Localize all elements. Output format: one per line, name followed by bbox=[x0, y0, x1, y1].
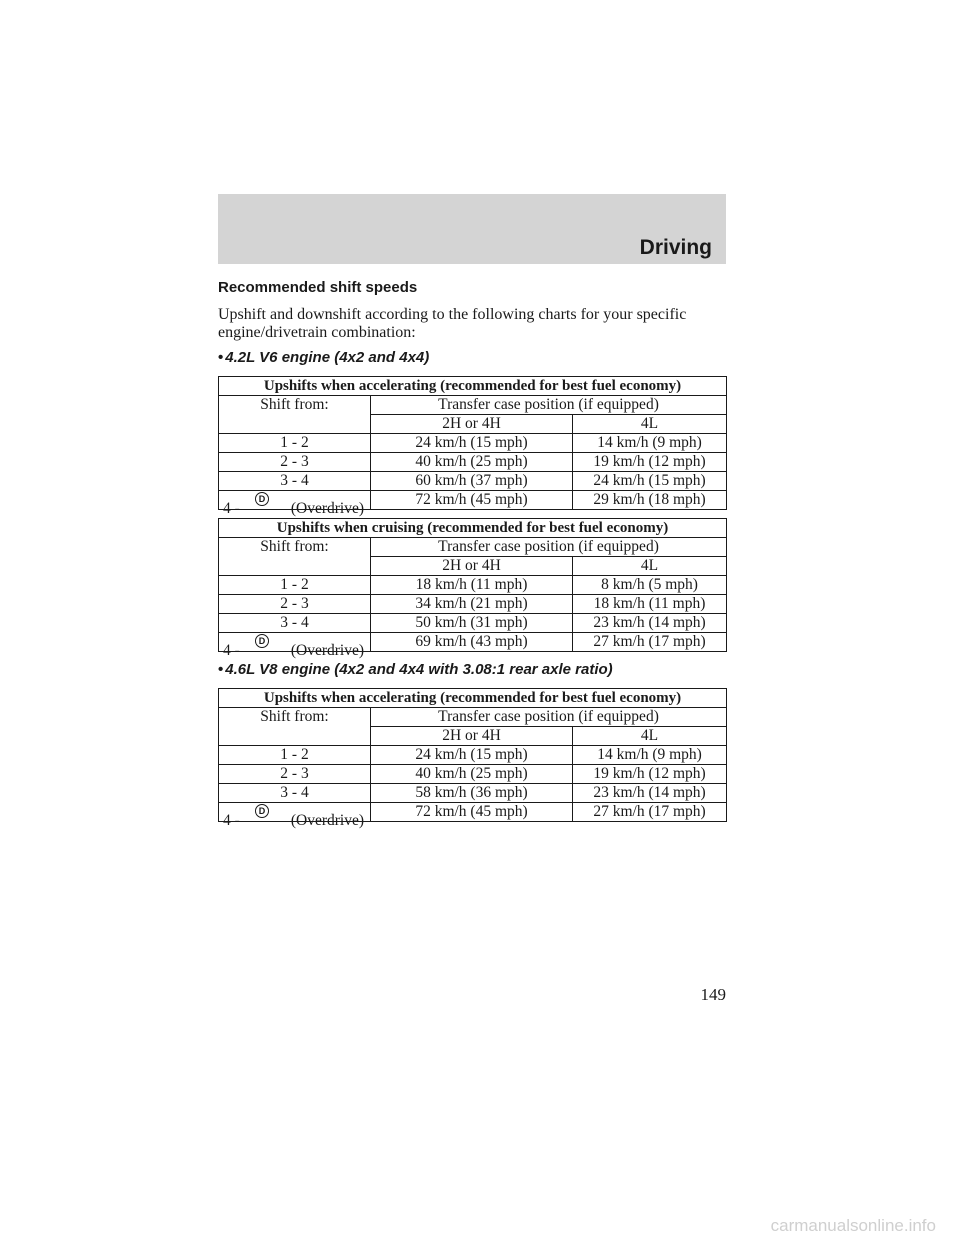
column-2h-4h-header: 2H or 4H bbox=[371, 727, 573, 746]
shift-cell: 3 - 4 bbox=[219, 614, 371, 633]
speed-2h-4h-cell: 24 km/h (15 mph) bbox=[371, 746, 573, 765]
speed-4l-cell: 14 km/h (9 mph) bbox=[573, 434, 727, 453]
shift-from-header: Shift from: bbox=[219, 538, 371, 576]
shift-cell: 1 - 2 bbox=[219, 434, 371, 453]
table-caption: Upshifts when accelerating (recommended for best fuel economy) bbox=[219, 689, 727, 708]
shift-prefix: 4 - bbox=[223, 642, 240, 659]
table-row bbox=[219, 453, 727, 472]
table-row bbox=[219, 765, 727, 784]
table-caption-row bbox=[219, 689, 727, 708]
table-header-row bbox=[219, 538, 727, 557]
table-row bbox=[219, 576, 727, 595]
shift-cell: 2 - 3 bbox=[219, 765, 371, 784]
speed-4l-cell: 14 km/h (9 mph) bbox=[573, 746, 727, 765]
speed-4l-cell: 24 km/h (15 mph) bbox=[573, 472, 727, 491]
table-row bbox=[219, 784, 727, 803]
shift-suffix: (Overdrive) bbox=[290, 812, 364, 829]
speed-2h-4h-cell: 40 km/h (25 mph) bbox=[371, 765, 573, 784]
overdrive-d-icon: D bbox=[255, 634, 269, 648]
table-caption: Upshifts when cruising (recommended for best fuel economy) bbox=[219, 519, 727, 538]
shift-suffix: (Overdrive) bbox=[290, 642, 364, 659]
table-caption-row bbox=[219, 377, 727, 396]
speed-4l-cell: 19 km/h (12 mph) bbox=[573, 453, 727, 472]
transfer-case-header: Transfer case position (if equipped) bbox=[371, 396, 727, 415]
engine-bullet-text: 4.6L V8 engine (4x2 and 4x4 with 3.08:1 rear axle ratio) bbox=[225, 661, 613, 678]
column-4l-header: 4L bbox=[573, 727, 727, 746]
table-row bbox=[219, 434, 727, 453]
speed-4l-cell: 23 km/h (14 mph) bbox=[573, 784, 727, 803]
column-2h-4h-header: 2H or 4H bbox=[371, 415, 573, 434]
speed-2h-4h-cell: 40 km/h (25 mph) bbox=[371, 453, 573, 472]
table-row bbox=[219, 491, 727, 510]
bullet-mark: • bbox=[218, 349, 224, 366]
column-4l-header: 4L bbox=[573, 415, 727, 434]
page-heading: Recommended shift speeds bbox=[218, 279, 418, 296]
speed-2h-4h-cell: 18 km/h (11 mph) bbox=[371, 576, 573, 595]
overdrive-d-icon: D bbox=[255, 492, 269, 506]
shift-from-header: Shift from: bbox=[219, 396, 371, 434]
transfer-case-header: Transfer case position (if equipped) bbox=[371, 708, 727, 727]
speed-2h-4h-cell: 50 km/h (31 mph) bbox=[371, 614, 573, 633]
bullet-mark: • bbox=[218, 661, 224, 678]
shift-speed-table bbox=[218, 376, 727, 517]
table-caption-row bbox=[219, 519, 727, 538]
shift-speed-table bbox=[218, 518, 727, 659]
speed-4l-cell: 29 km/h (18 mph) bbox=[573, 491, 727, 510]
transfer-case-header: Transfer case position (if equipped) bbox=[371, 538, 727, 557]
shift-cell-overdrive bbox=[219, 491, 371, 517]
speed-2h-4h-cell: 72 km/h (45 mph) bbox=[371, 491, 573, 510]
speed-2h-4h-cell: 34 km/h (21 mph) bbox=[371, 595, 573, 614]
engine-bullet-text: 4.2L V6 engine (4x2 and 4x4) bbox=[225, 349, 430, 366]
overdrive-d-icon: D bbox=[255, 804, 269, 818]
engine-bullet bbox=[218, 660, 726, 680]
shift-suffix: (Overdrive) bbox=[290, 500, 364, 517]
speed-4l-cell: 27 km/h (17 mph) bbox=[573, 633, 727, 652]
engine-sections bbox=[218, 348, 726, 829]
speed-4l-cell: 18 km/h (11 mph) bbox=[573, 595, 727, 614]
shift-cell: 1 - 2 bbox=[219, 576, 371, 595]
table-row bbox=[219, 633, 727, 652]
table-row bbox=[219, 614, 727, 633]
section-title: Driving bbox=[639, 236, 712, 259]
intro-paragraph: Upshift and downshift according to the following charts for your specific engine/drivetrain combination: bbox=[218, 306, 687, 341]
shift-prefix: 4 - bbox=[223, 500, 240, 517]
column-2h-4h-header: 2H or 4H bbox=[371, 557, 573, 576]
table-row bbox=[219, 746, 727, 765]
shift-cell: 3 - 4 bbox=[219, 472, 371, 491]
shift-cell-overdrive bbox=[219, 803, 371, 829]
shift-cell: 2 - 3 bbox=[219, 595, 371, 614]
shift-cell-overdrive bbox=[219, 633, 371, 659]
shift-from-header: Shift from: bbox=[219, 708, 371, 746]
page-content bbox=[218, 278, 726, 830]
engine-bullet bbox=[218, 348, 726, 368]
section-header-band bbox=[218, 194, 726, 264]
shift-cell: 3 - 4 bbox=[219, 784, 371, 803]
table-header-row bbox=[219, 396, 727, 415]
column-4l-header: 4L bbox=[573, 557, 727, 576]
table-row bbox=[219, 595, 727, 614]
page-number: 149 bbox=[700, 985, 726, 1004]
speed-4l-cell: 27 km/h (17 mph) bbox=[573, 803, 727, 822]
shift-prefix: 4 - bbox=[223, 812, 240, 829]
table-header-row bbox=[219, 708, 727, 727]
shift-cell: 2 - 3 bbox=[219, 453, 371, 472]
table-caption: Upshifts when accelerating (recommended for best fuel economy) bbox=[219, 377, 727, 396]
speed-4l-cell: 8 km/h (5 mph) bbox=[573, 576, 727, 595]
speed-2h-4h-cell: 69 km/h (43 mph) bbox=[371, 633, 573, 652]
speed-4l-cell: 19 km/h (12 mph) bbox=[573, 765, 727, 784]
shift-speed-table bbox=[218, 688, 727, 829]
table-row bbox=[219, 472, 727, 491]
speed-2h-4h-cell: 58 km/h (36 mph) bbox=[371, 784, 573, 803]
speed-2h-4h-cell: 72 km/h (45 mph) bbox=[371, 803, 573, 822]
speed-4l-cell: 23 km/h (14 mph) bbox=[573, 614, 727, 633]
speed-2h-4h-cell: 60 km/h (37 mph) bbox=[371, 472, 573, 491]
watermark: carmanualsonline.info bbox=[770, 1216, 936, 1235]
table-row bbox=[219, 803, 727, 822]
shift-cell: 1 - 2 bbox=[219, 746, 371, 765]
speed-2h-4h-cell: 24 km/h (15 mph) bbox=[371, 434, 573, 453]
